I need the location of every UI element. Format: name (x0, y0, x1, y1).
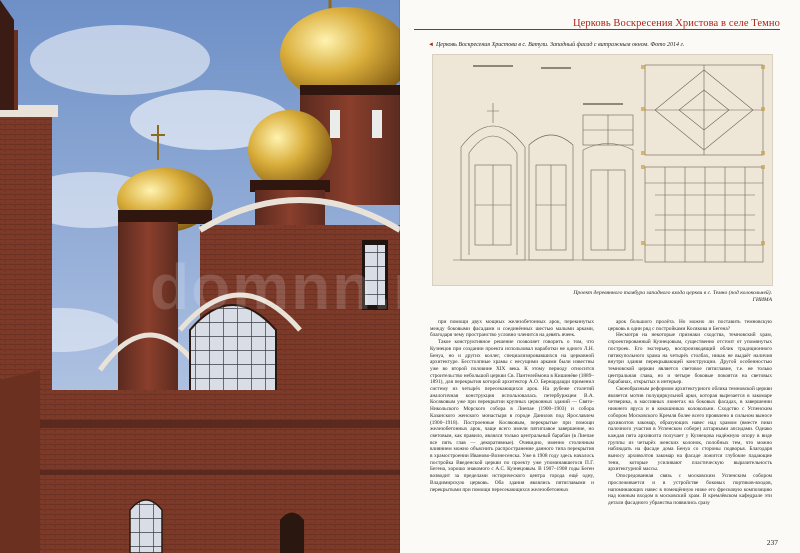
page-number: 237 (766, 538, 778, 547)
paragraph: Несмотря на некоторые признаки сходства, темновский храм, спроектированный Кузнецовым, существенно отстоит от упомянутых построек. Его экстерьер, воспроизводящий облик традиционного пятикупольного храма на четырёх столбах, никак не выдаёт наличия внутри здания перекрывающей конструкции. Другой особенностью темновской церкви является световое пятиглавие, т.е. не только центральная глава, но и четыре боковые покоятся на световых барабанах, открытых в интерьер. (608, 332, 772, 386)
photo-caption-text: Церковь Воскресения Христова в с. Ватули. Западный фасад с витражным окном. Фото 2014 г. (435, 42, 685, 48)
running-head (410, 9, 780, 29)
paragraph: Своеобразным реформом архитектурного облика темновской церкви является мотив полуциркульной арки, которая вырезается в закомаре четверика, в массивных люнетах на боковых фасадах, в завершении нижнего яруса и в кокошниках колокольни. Сходство с Успенским собором Московского Кремля более всего проявлено в сильном выносе архиволтов закомар, образующих навес над храмом (вместе пики палочного участия в Успенском соборе) алтарными апсидами. Однако каждая пята архиволта получает у Кузнецова надёжную опору в виде группы из четырёх женских колонок, полобных тем, что можно наблюдать на фасаде дома Бенуа со стороны подворья. Благодаря выносу архиволтов закомар на фасаде ложится глубокие падающие тени, которые усиливают пластическую выразительность архитектурной массы. (608, 386, 772, 473)
paragraph: арок большого пролёта. Но можно ли поставить темновскую церковь в один ряд с постройками Косякова и Бегена? (608, 319, 772, 332)
paragraph: при помощи двух мощных железобетонных арок, перекинутых между боковыми фасадами и соединённых шестью малыми арками, благодаря чему пространство условно членится на девять ячеек. (430, 319, 594, 339)
drawing-caption: Проект деревянного тамбура западного входа церкви в с. Темно (под колокольней). ГИИМА (573, 290, 772, 303)
text-column-left (430, 319, 594, 534)
right-page (400, 0, 800, 553)
running-head-text: Церковь Воскресения Христова в селе Темно (572, 18, 780, 29)
architectural-drawing (432, 54, 773, 286)
paragraph: Такое конструктивное решение позволяет говорить о том, что Кузнецов при создании проекта использовал наработки не одного Л.Н. Бенуа, но и других коллег, специализировавшихся на церковной архитектуре. Бесстолпные храмы с несущими арками были известны уже во второй половине XIX века. К этому периоду относится строительство небольшой церкви Св. Пантелеймона в Кишинёве (1889–1891), для перекрытия которой архитектор А.О. Бернардацци применил систему из четырёх пересекающихся арок. На рубеже столетий аналогичная конструкция использовалась петербуржцем В.А. Косяковым уже при перекрытии крупных церковных зданий — Свято-Никольского Морского собора в Лиепае (1900–1903) и собора Казанского женского монастыря в городе Данилов под Ярославлем (1900–1918). Построенные Косяковым, перекрытые при помощи железобетонных арок, чаще всего имели пятиглавое завершение, но световым, как правило, являлся только центральный барабан (в Лиепае все пять глав — декоративные). Очевидно, именно столичным влиянием можно объяснить распространение данного типа перекрытия в храмостроении Иваново-Вознесенска. Уже в 1908 году здесь началось постройка Введенской церкви по проекту уже упоминавшегося П.Г. Бегена, хорошо знакомого с А.С. Кузнецовым. В 1907–1908 годы Беген возводит за пределами исторического центра города ещё одну, Владимирскую церковь. Оба здания являлись пятиглавыми и перекрытыми при помощи пересекающихся железобетонных (430, 339, 594, 493)
text-column-right (608, 319, 772, 534)
photo-caption (428, 42, 788, 49)
text-columns (430, 319, 772, 534)
running-head-rule (414, 29, 780, 30)
caption-arrow-icon: ◄ (428, 42, 434, 48)
paragraph: Опосредованная связь с московским Успенским собором прослеживается и в устройстве боковых портиков-входов, напоминающих навес в помещённую ниже его фресковую композицию над южным входом в московский храм. В кремлёвском кафедрале эти детали фасадного убранства появились сразу (608, 473, 772, 506)
